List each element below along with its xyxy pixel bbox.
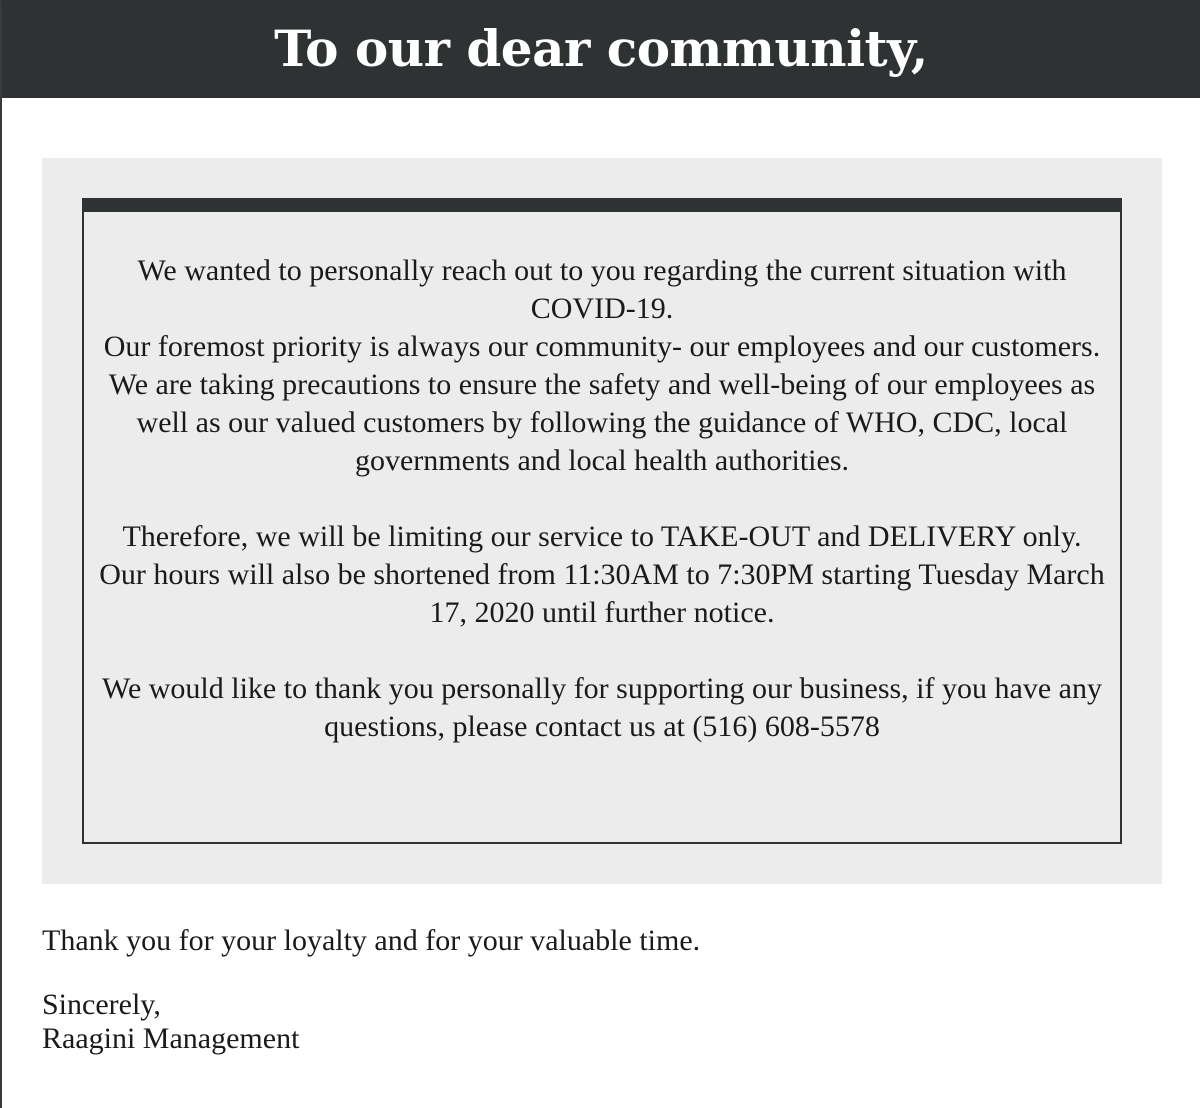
notice-paragraph-service: Therefore, we will be limiting our service to TAKE-OUT and DELIVERY only.	[122, 520, 1082, 553]
notice-panel	[42, 158, 1162, 884]
notice-paragraph-priority: Our foremost priority is always our community- our employees and our customers. We are taking precautions to ensure the safety and well-being of our employees as well as our valued customers by following the guidance of WHO, CDC, local governments and local health authorities.	[103, 330, 1101, 477]
letter-footer	[42, 922, 700, 1056]
thank-you-line: Thank you for your loyalty and for your valuable time.	[42, 924, 701, 957]
paragraph-spacer	[84, 632, 1120, 670]
notice-paragraph-contact: We would like to thank you personally for supporting our business, if you have any questions, please contact us at (516) 608-5578	[102, 672, 1102, 743]
notice-text	[84, 252, 1120, 746]
notice-paragraph-hours: Our hours will also be shortened from 11:30AM to 7:30PM starting Tuesday March 17, 2020 until further notice.	[99, 558, 1105, 629]
closing-line: Sincerely,	[42, 988, 161, 1021]
page-title: To our dear community,	[274, 18, 928, 78]
paragraph-spacer	[84, 480, 1120, 518]
signature-line: Raagini Management	[42, 1022, 300, 1055]
header-banner	[2, 2, 1200, 98]
notice-paragraph-intro: We wanted to personally reach out to you regarding the current situation with COVID-19.	[137, 254, 1067, 325]
notice-box	[82, 198, 1122, 844]
signoff-block	[42, 988, 700, 1056]
